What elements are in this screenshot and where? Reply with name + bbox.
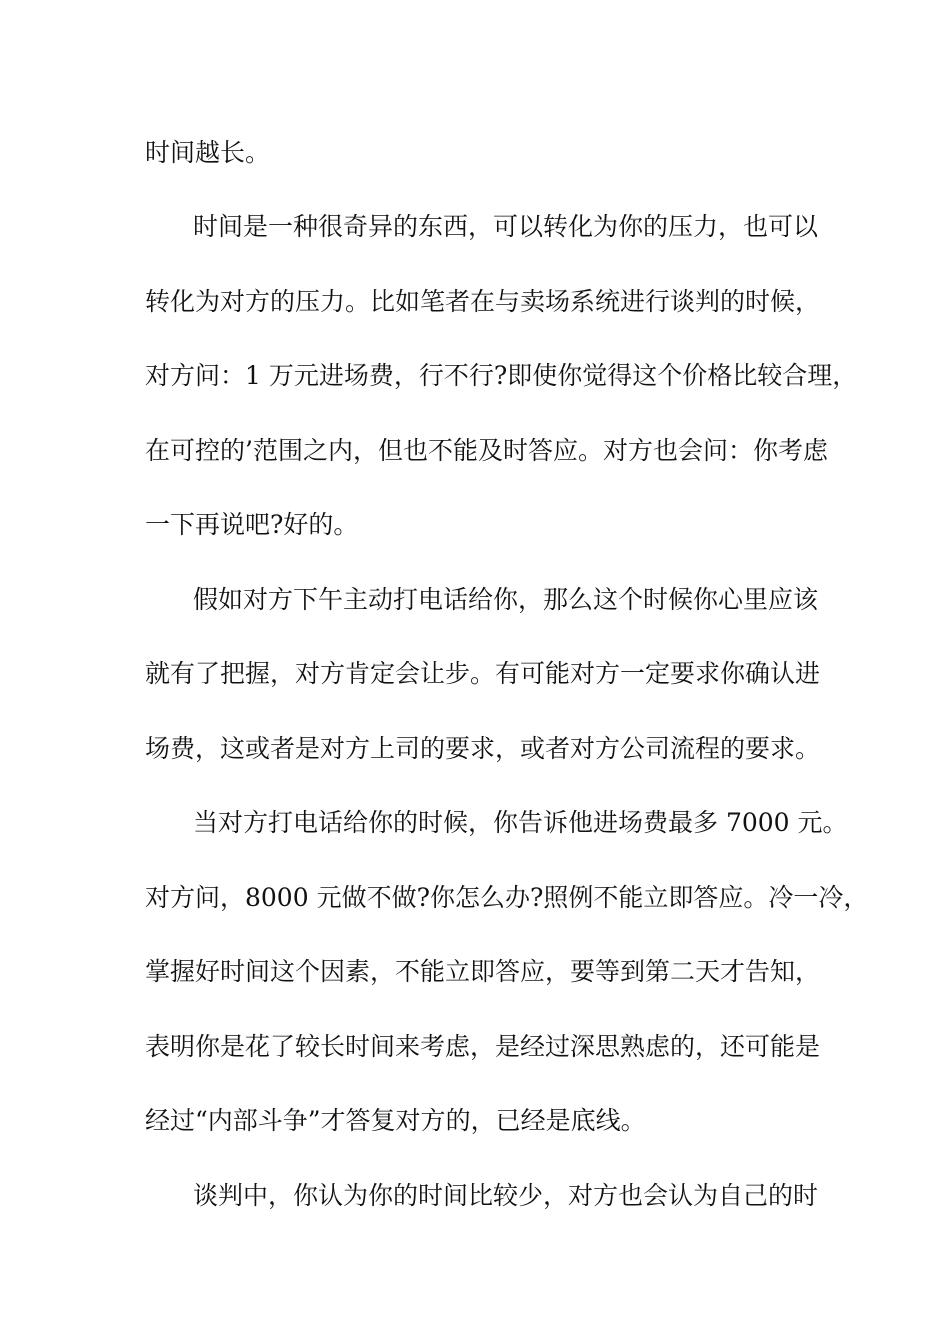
paragraph-first-line: 假如对方下午主动打电话给你，那么这个时候你心里应该 — [193, 585, 819, 614]
paragraph-first-line: 时间是一种很奇异的东西，可以转化为你的压力，也可以 — [193, 212, 819, 241]
text-line: 时间越长。 — [145, 138, 271, 167]
text-line: 一下再说吧?好的。 — [145, 510, 359, 539]
text-line: 就有了把握，对方肯定会让步。有可能对方一定要求你确认进 — [145, 659, 821, 688]
paragraph-first-line: 谈判中，你认为你的时间比较少，对方也会认为自己的时 — [193, 1181, 819, 1210]
text-line: 场费，这或者是对方上司的要求，或者对方公司流程的要求。 — [145, 734, 821, 763]
text-line: 经过“内部斗争”才答复对方的，已经是底线。 — [145, 1106, 646, 1135]
text-line: 对方问，8000 元做不做?你怎么办?照例不能立即答应。冷一冷， — [145, 883, 869, 912]
text-line: 表明你是花了较长时间来考虑，是经过深思熟虑的，还可能是 — [145, 1032, 821, 1061]
text-line: 转化为对方的压力。比如笔者在与卖场系统进行谈判的时候， — [145, 287, 821, 316]
text-line: 在可控的’范围之内，但也不能及时答应。对方也会问：你考虑 — [145, 436, 828, 465]
text-line: 对方问：1 万元进场费，行不行?即使你觉得这个价格比较合理， — [145, 361, 858, 390]
paragraph-first-line: 当对方打电话给你的时候，你告诉他进场费最多 7000 元。 — [193, 808, 848, 837]
text-line: 掌握好时间这个因素，不能立即答应，要等到第二天才告知， — [145, 957, 821, 986]
